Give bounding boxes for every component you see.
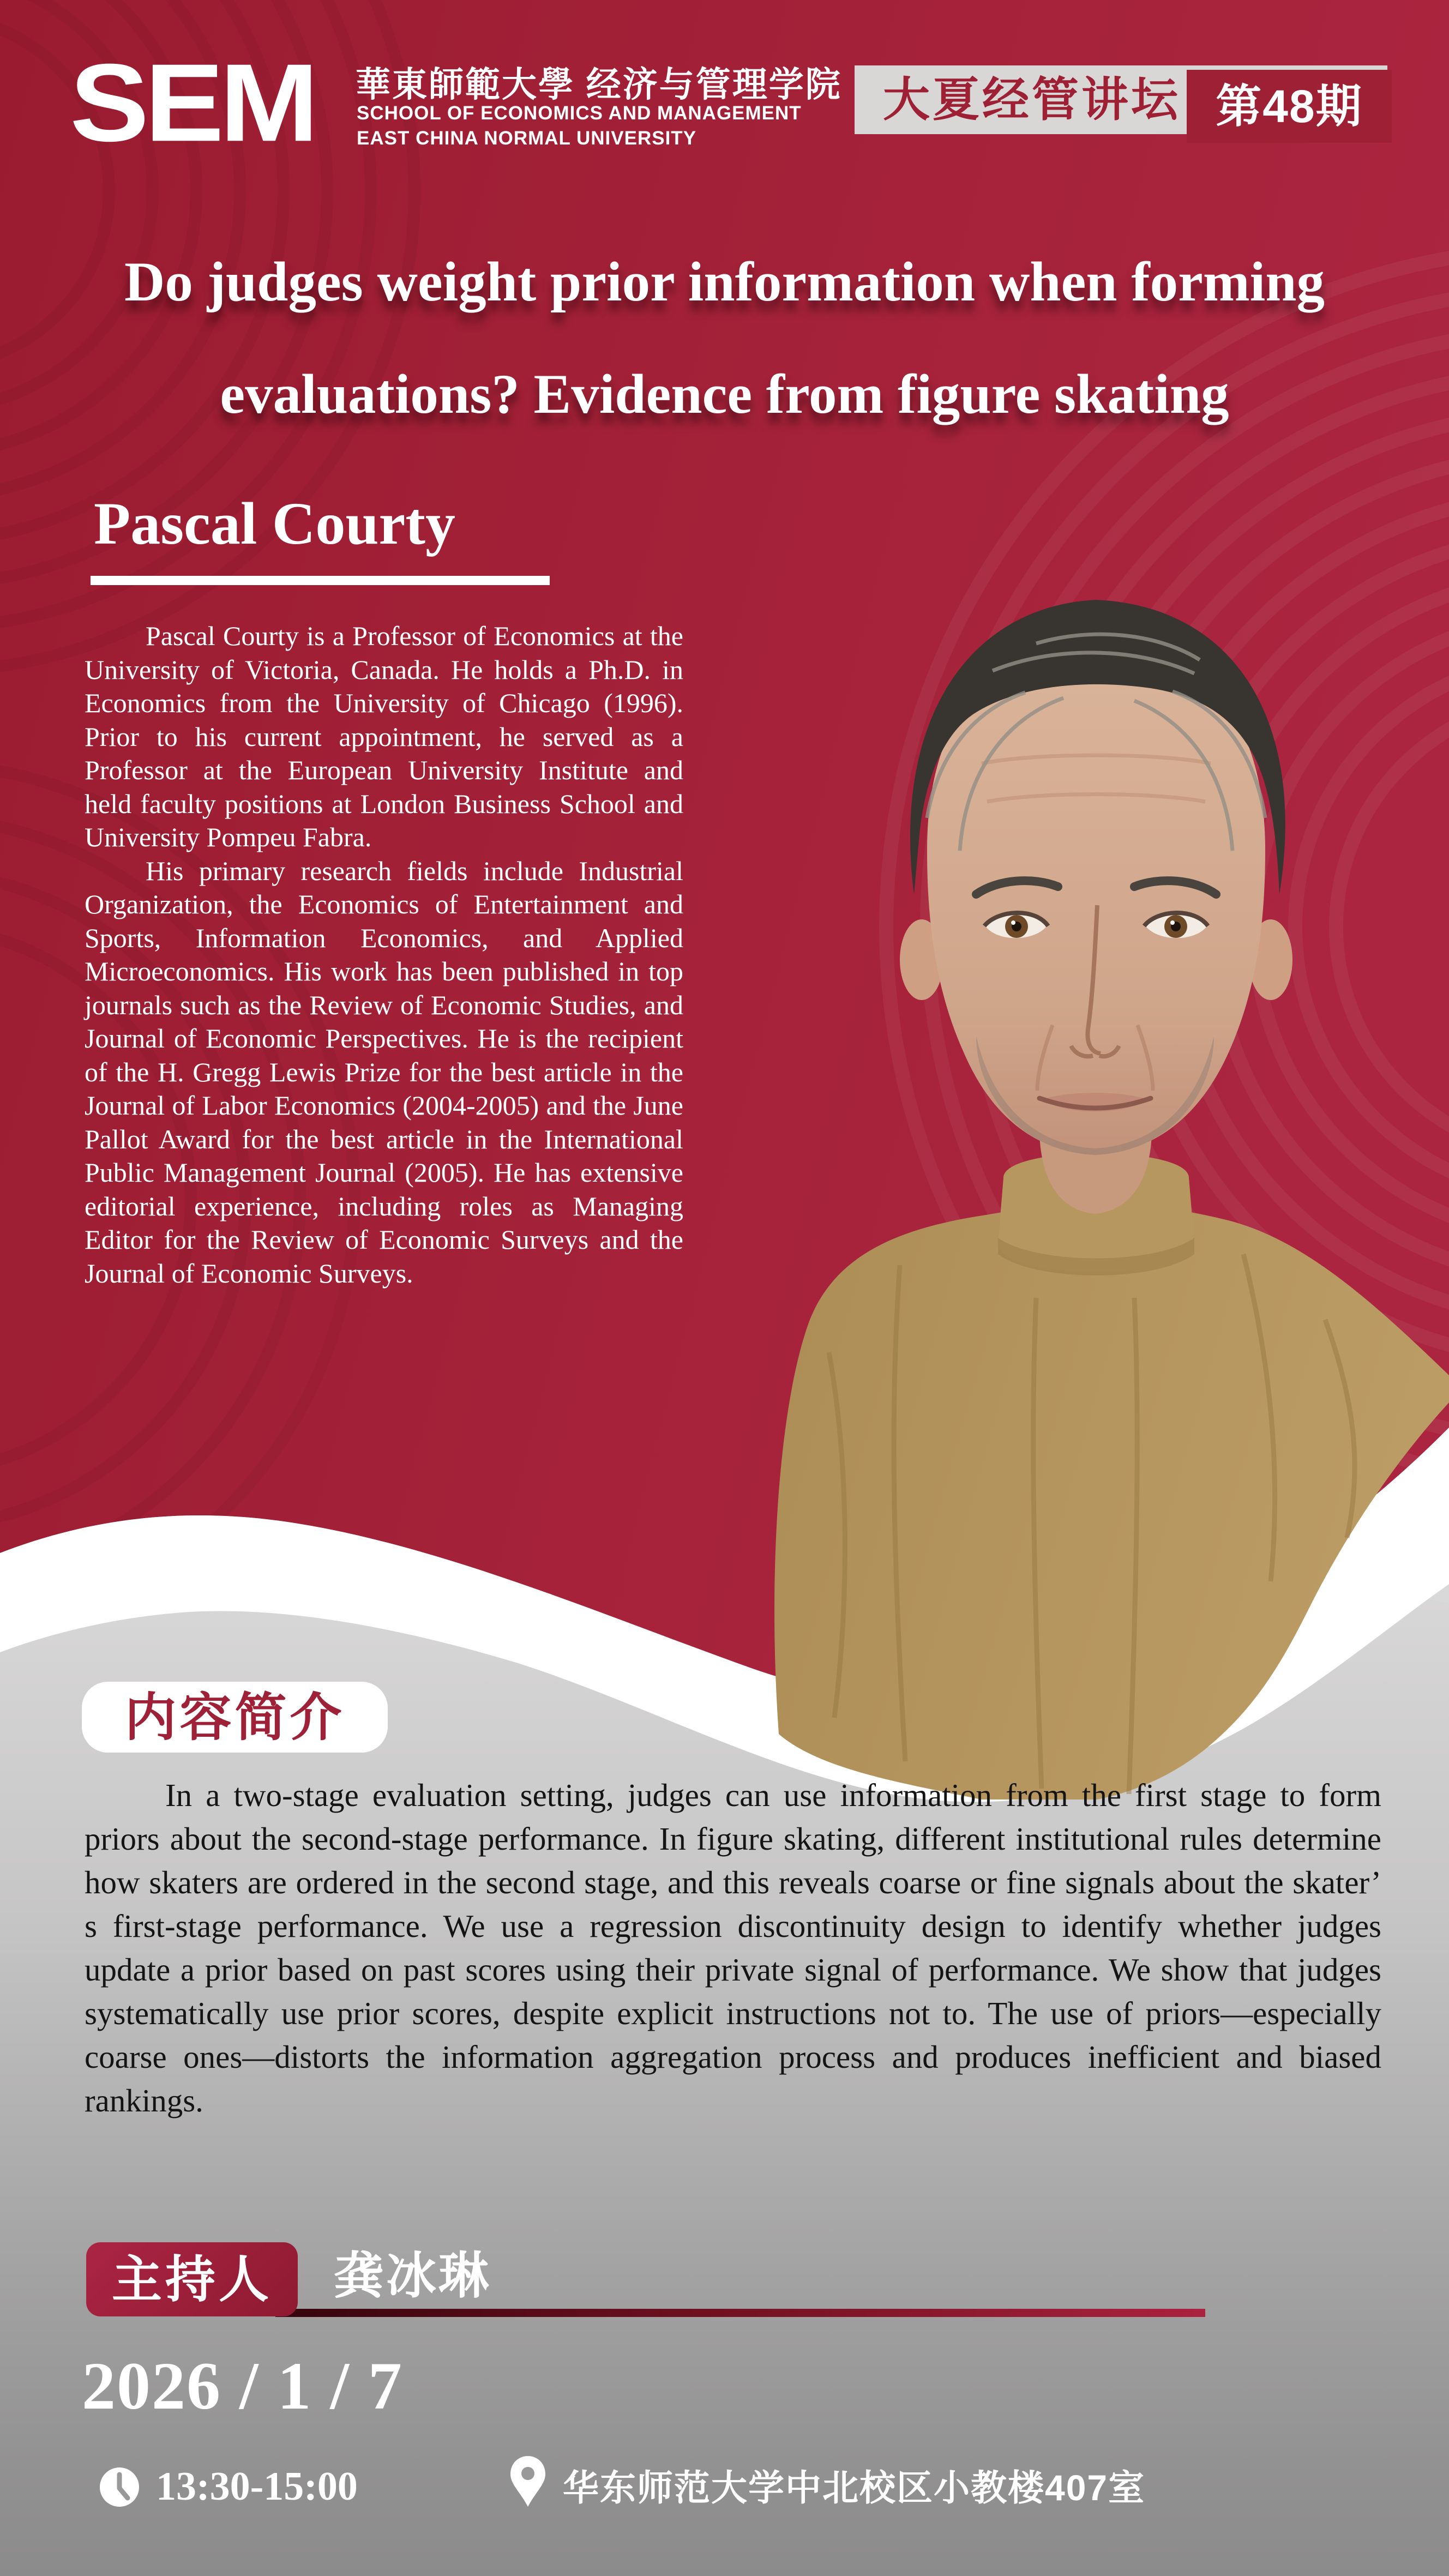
talk-title-line2: evaluations? Evidence from figure skating: [220, 363, 1229, 425]
clock-icon: [99, 2467, 140, 2507]
logo-english-line1: SCHOOL OF ECONOMICS AND MANAGEMENT: [357, 103, 802, 124]
abstract-text: In a two-stage evaluation setting, judges can use information from the first stage to form priors about the second-stage performance. In figure skating, different institutional rules determine how skaters are ordered in the second stage, and this reveals coarse or fine signals about the skater’ s first-stage performance. We use a regression discontinuity design to identify whether judges update a prior based on past scores using their private signal of performance. We show that judges systematically use prior scores, despite explicit instructions not to. The use of priors—especially coarse ones—distorts the information aggregation process and produces inefficient and biased rankings.: [85, 1777, 1381, 2118]
logo-english-line2: EAST CHINA NORMAL UNIVERSITY: [357, 128, 697, 149]
issue-badge-label: 第48期: [1216, 81, 1363, 132]
speaker-underline: [91, 576, 550, 585]
host-label: 主持人: [111, 2252, 272, 2308]
host-name: 龚冰琳: [334, 2248, 491, 2304]
talk-title: [0, 226, 1449, 450]
logo-chinese-name: 華東師範大學 经济与管理学院: [356, 65, 842, 104]
event-date: 2026 / 1 / 7: [82, 2349, 403, 2423]
event-location: 华东师范大学中北校区小教楼407室: [563, 2467, 1146, 2508]
photo-wrap-spacer: [683, 1189, 814, 1735]
bio-paragraph-2: His primary research fields include Industrial Organization, the Economics of Entertainment and Sports, Information Economics, and Applied Microeconomics. His work has been published in top journals such as the Review of Economic Studies, and Journal of Economic Perspectives. He is the recipient of the H. Gregg Lewis Prize for the best article in the Journal of Labor Economics (2004-2005) and the June Pallot Award for the best article in the International Public Management Journal (2005). He has extensive editorial experience, including roles as Managing Editor for the Review of Economic Surveys and the Journal of Economic Surveys.: [85, 855, 683, 1289]
bio-paragraph-1: Pascal Courty is a Professor of Economics at the University of Victoria, Canada. He holds a Ph.D. in Economics from the University of Chicago (1996). Prior to his current appointment, he served as a Professor at the European University Institute and held faculty positions at London Business School and University Pompeu Fabra.: [85, 621, 683, 852]
sem-logo: SEM: [70, 41, 315, 165]
host-divider-line: [275, 2309, 1205, 2317]
location-pin-icon: [510, 2456, 545, 2507]
series-badge-label: 大夏经管讲坛: [883, 74, 1181, 126]
talk-title-line1: Do judges weight prior information when forming: [124, 251, 1325, 313]
speaker-name: Pascal Courty: [94, 490, 455, 557]
intro-heading-label: 内容简介: [124, 1689, 345, 1747]
event-time: 13:30-15:00: [156, 2464, 358, 2509]
speaker-bio: [85, 619, 814, 1735]
